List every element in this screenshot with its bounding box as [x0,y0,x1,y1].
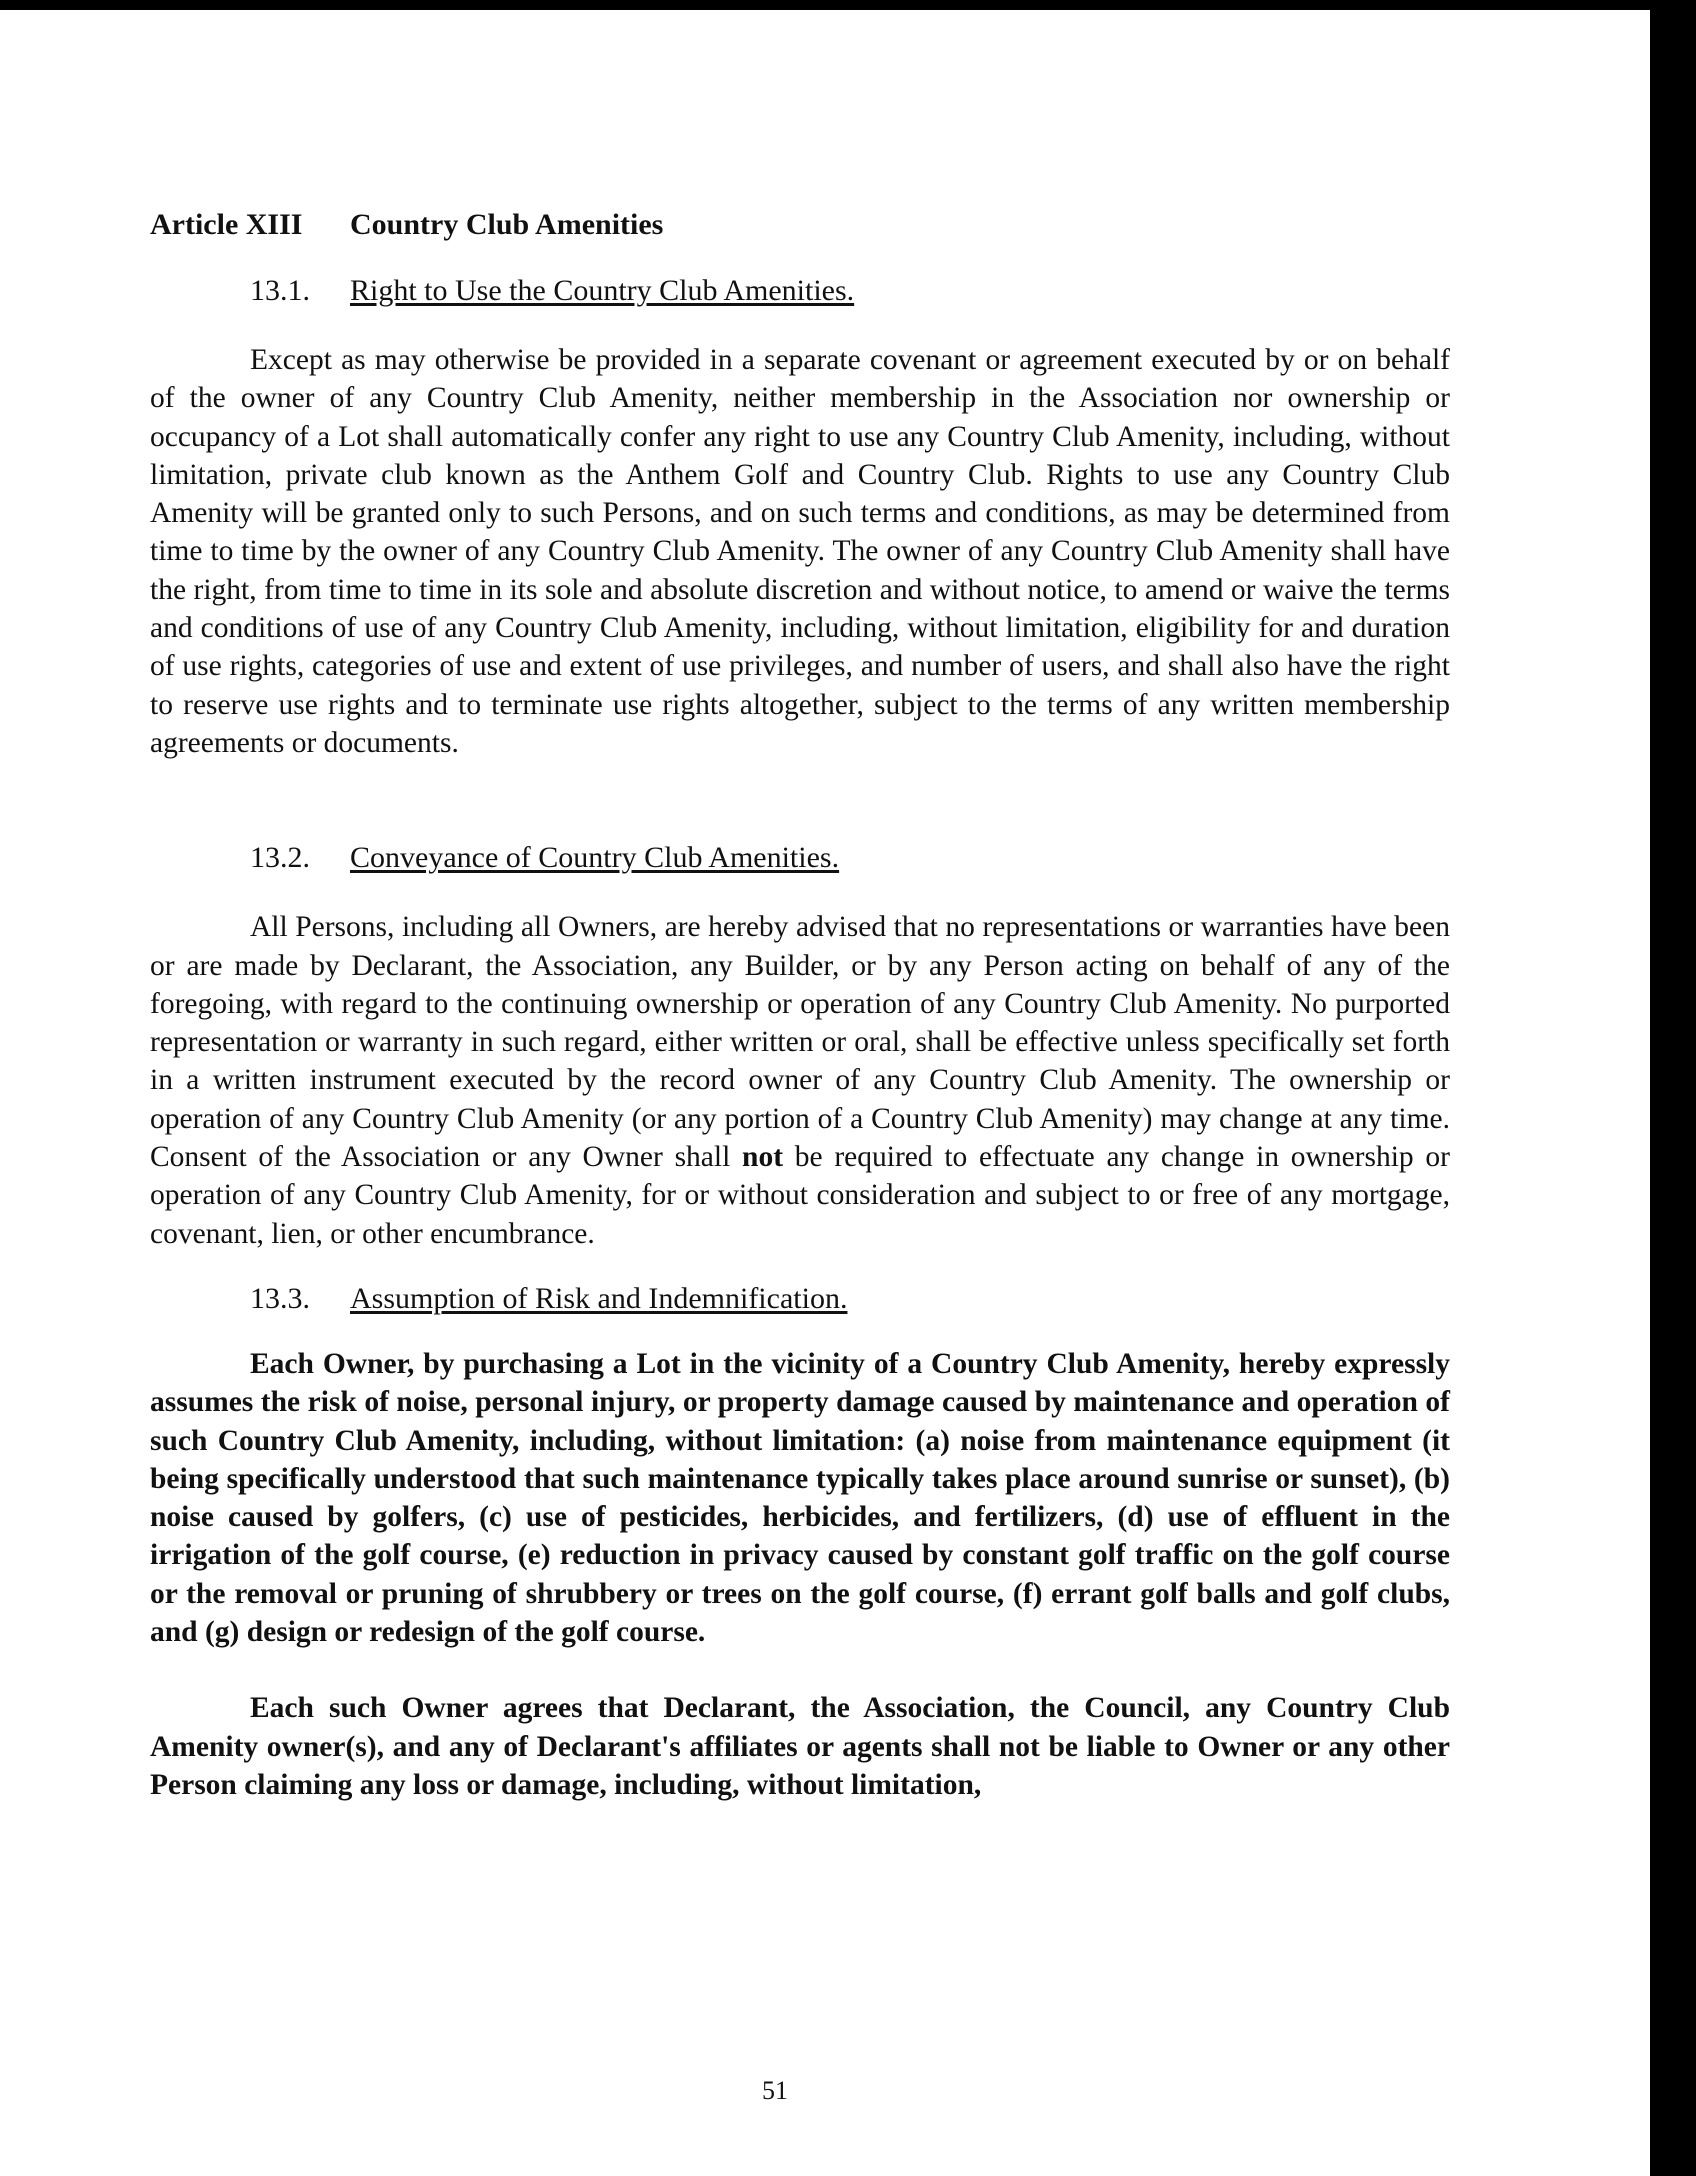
scan-border-right [1650,0,1696,2176]
section-heading-13-3 [150,1279,1450,1319]
section-title: Assumption of Risk and Indemnification. [350,1281,848,1315]
article-title: Country Club Amenities [350,208,664,241]
section-title: Conveyance of Country Club Amenities. [350,841,840,875]
page-number: 51 [762,2076,788,2105]
paragraph-13-2-before: All Persons, including all Owners, are hereby advised that no representations or warranties have been or are made by Declarant, the Association, any Builder, or by any Person acting on behalf of any of the foregoing, with regard to the continuing ownership or operation of any Country Club Amenity. No purported representation or warranty in such regard, either written or oral, shall be effective unless specifically set forth in a written instrument executed by the record owner of any Country Club Amenity. The ownership or operation of any Country Club Amenity (or any portion of a Country Club Amenity) may change at any time. Consent of the Association or any Owner shall [150,911,1450,1174]
scan-border-top [0,0,1696,10]
paragraph-13-1: Except as may otherwise be provided in a separate covenant or agreement executed by or on behalf of the owner of any Country Club Amenity, neither membership in the Association nor ownership or occupancy of a Lot shall automatically confer any right to use any Country Club Amenity, including, without limitation, private club known as the Anthem Golf and Country Club. Rights to use any Country Club Amenity will be granted only to such Persons, and on such terms and conditions, as may be determined from time to time by the owner of any Country Club Amenity. The owner of any Country Club Amenity shall have the right, from time to time in its sole and absolute discretion and without notice, to amend or waive the terms and conditions of use of any Country Club Amenity, including, without limitation, eligibility for and duration of use rights, categories of use and extent of use privileges, and number of users, and shall also have the right to reserve use rights and to terminate use rights altogether, subject to the terms of any written membership agreements or documents. [150,344,1450,759]
paragraph-13-2 [150,908,1450,1253]
article-heading [150,205,1450,245]
section-number: 13.1. [250,274,310,307]
emphasis-not: not [742,1141,784,1174]
section-title: Right to Use the Country Club Amenities. [350,274,855,307]
section-heading-13-1 [150,271,1450,311]
section-heading-13-2 [150,838,1450,878]
section-number: 13.3. [250,1281,310,1315]
article-number: Article XIII [150,208,303,241]
paragraph-13-2-after: be required to effectuate any change in ownership or operation of any Country Club Amenity, for or without consideration and subject to or free of any mortgage, covenant, lien, or other encumbrance. [150,1141,1450,1250]
paragraph-13-3-risk: Each Owner, by purchasing a Lot in the vicinity of a Country Club Amenity, hereby expressly assumes the risk of noise, personal injury, or property damage caused by maintenance and operation of such Country Club Amenity, including, without limitation: (a) noise from maintenance equipment (it being specifically understood that such maintenance typically takes place around sunrise or sunset), (b) noise caused by golfers, (c) use of pesticides, herbicides, and fertilizers, (d) use of effluent in the irrigation of the golf course, (e) reduction in privacy caused by constant golf traffic on the golf course or the removal or pruning of shrubbery or trees on the golf course, (f) errant golf balls and golf clubs, and (g) design or redesign of the golf course. [150,1347,1450,1649]
paragraph-13-3-liability: Each such Owner agrees that Declarant, the Association, the Council, any Country Club Amenity owner(s), and any of Declarant's affiliates or agents shall not be liable to Owner or any other Person claiming any loss or damage, including, without limitation, [150,1692,1450,1801]
section-number: 13.2. [250,841,310,875]
document-page [150,205,1450,1804]
